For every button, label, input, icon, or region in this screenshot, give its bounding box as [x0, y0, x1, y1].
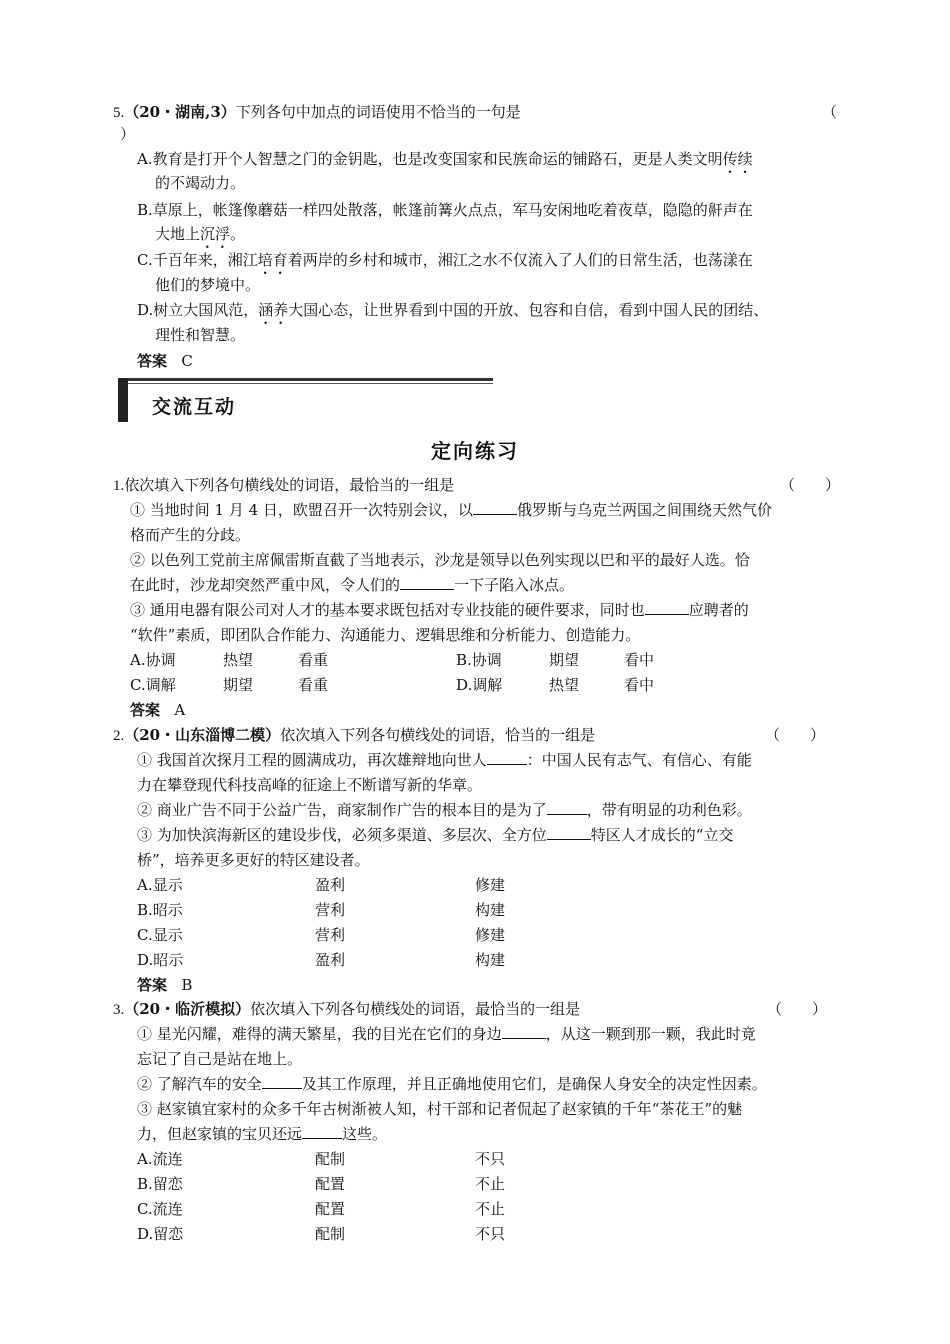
- q3-s3-text-b: 这些。: [342, 1125, 388, 1143]
- q5-option-d-text: D.树立大国风范，: [137, 301, 259, 319]
- q5-option-d-dotted-word: 涵养: [258, 301, 289, 319]
- q5-option-c-post: 着两岸的乡村和城市，湘江之水不仅流入了人们的日常生活，也荡漾在: [287, 251, 753, 269]
- q1-sentence-2: ② 以色列工党前主席佩雷斯直截了当地表示，沙龙是领导以色列实现以巴和平的最好人选。恰: [130, 551, 750, 569]
- q1-s1-line2: 格而产生的分歧。: [130, 526, 251, 544]
- q2-blank-3[interactable]: [547, 825, 591, 840]
- q2-option-d-1: 盈利: [315, 951, 346, 969]
- q3-option-c-2: 不止: [475, 1200, 506, 1218]
- q5-answer-label: 答案: [137, 352, 168, 370]
- q3-s1-text-b: ，从这一颗到那一颗，我此时竟: [545, 1025, 756, 1043]
- q1-option-d-1: 热望: [549, 676, 580, 694]
- q2-answer-label: 答案: [137, 976, 168, 994]
- q3-s3-line2: [137, 1123, 387, 1145]
- q1-sentence-1: [130, 499, 772, 521]
- q2-option-d-2: 构建: [475, 951, 506, 969]
- q3-sentence-1: [137, 1023, 756, 1045]
- q1-blank-3[interactable]: [645, 600, 689, 615]
- q5-option-d-line2: 理性和智慧。: [155, 326, 246, 344]
- q3-number: 3.: [113, 1002, 125, 1018]
- q2-option-b-1: 营利: [315, 901, 346, 919]
- q2-s3-text-b: 特区人才成长的“立交: [590, 826, 734, 844]
- q2-s1-line2: 力在攀登现代科技高峰的征途上不断谱写新的华章。: [137, 776, 483, 794]
- q5-option-a-dotted-word: 传续: [722, 150, 753, 168]
- q2-paren: （ ）: [765, 726, 826, 744]
- q1-s1-text-b: 俄罗斯与乌克兰两国之间围绕天然气价: [516, 501, 772, 519]
- q3-blank-1[interactable]: [502, 1024, 546, 1039]
- q2-sentence-1: [137, 749, 752, 771]
- q1-option-b-1: 期望: [549, 651, 580, 669]
- q2-answer: [137, 974, 192, 996]
- q1-answer: [130, 699, 185, 721]
- q3-option-a-1: 配制: [315, 1150, 346, 1168]
- q5-option-b-text: 大地上: [155, 225, 201, 243]
- q3-header: [113, 998, 580, 1021]
- section-banner: [118, 378, 493, 422]
- q5-paren-open: （: [822, 103, 838, 121]
- q2-option-a-2: 修建: [475, 876, 506, 894]
- q3-option-d-2: 不只: [475, 1225, 506, 1243]
- q5-option-b-post: 。: [230, 225, 246, 243]
- q2-option-c-2: 修建: [475, 926, 506, 944]
- q2-source: （20・山东淄博二模）: [124, 726, 281, 744]
- q1-option-b-2: 看中: [624, 651, 655, 669]
- q1-s2-line2: [130, 574, 574, 596]
- section-title: 定向练习: [431, 439, 519, 463]
- q3-paren: （ ）: [767, 1000, 828, 1018]
- q5-option-c-line2: 他们的梦境中。: [155, 276, 261, 294]
- q5-option-a-text: A.教育是打开个人智慧之门的金钥匙，也是改变国家和民族命运的铺路石，更是人类文明: [137, 150, 723, 168]
- q1-number: 1.: [113, 478, 125, 494]
- q1-s2-text-b: 一下子陷入冰点。: [454, 576, 575, 594]
- q1-s3-line2: “软件”素质，即团队合作能力、沟通能力、逻辑思维和分析能力、创造能力。: [130, 626, 641, 644]
- q5-option-b-line1: B.草原上，帐篷像蘑菇一样四处散落，帐篷前篝火点点，军马安闲地吃着夜草，隐隐的鼾声在: [137, 201, 753, 219]
- q5-option-b-dotted-word: 沉浮: [200, 225, 231, 243]
- q3-option-d-0: D.留恋: [137, 1225, 184, 1243]
- q3-blank-2[interactable]: [262, 1074, 302, 1089]
- q1-blank-1[interactable]: [473, 500, 517, 515]
- q1-paren: （ ）: [780, 476, 841, 494]
- q3-s1-text: ① 星光闪耀，难得的满天繁星，我的目光在它们的身边: [137, 1025, 502, 1043]
- q5-option-b-line2: [155, 223, 245, 252]
- q3-s2-text-b: 及其工作原理，并且正确地使用它们，是确保人身安全的决定性因素。: [301, 1075, 767, 1093]
- q2-option-a-1: 盈利: [315, 876, 346, 894]
- q2-option-b-2: 构建: [475, 901, 506, 919]
- q2-blank-2[interactable]: [547, 800, 587, 815]
- banner-side-bar: [118, 378, 128, 422]
- q3-sentence-3: ③ 赵家镇宜家村的众多千年古树渐被人知，村干部和记者侃起了赵家镇的千年“茶花王”的魅: [137, 1100, 743, 1118]
- q2-answer-value: B: [181, 976, 193, 994]
- q1-s3-text-b: 应聘者的: [688, 601, 749, 619]
- q3-option-b-0: B.留恋: [137, 1175, 183, 1193]
- q2-stem: 依次填入下列各句横线处的词语，恰当的一组是: [280, 726, 596, 744]
- q2-option-d-0: D.昭示: [137, 951, 184, 969]
- q1-s2-text: 在此时，沙龙却突然严重中风，令人们的: [130, 576, 401, 594]
- q1-option-a-2: 看重: [298, 651, 329, 669]
- q5-answer: [137, 350, 193, 372]
- q1-option-d-0: D.调解: [456, 676, 503, 694]
- q5-stem: 下列各句中加点的词语使用不恰当的一句是: [235, 103, 521, 121]
- q1-header: [113, 474, 454, 497]
- q3-stem: 依次填入下列各句横线处的词语，最恰当的一组是: [250, 1000, 581, 1018]
- banner-rule-thin: [118, 383, 493, 384]
- q3-option-d-1: 配制: [315, 1225, 346, 1243]
- q3-blank-3[interactable]: [302, 1124, 342, 1139]
- q5-header: [113, 101, 521, 124]
- q5-option-c-dotted-word: 培育: [257, 251, 288, 269]
- q2-s2-text-b: ，带有明显的功利色彩。: [586, 801, 752, 819]
- q2-header: [113, 724, 595, 747]
- q2-s1-text-b: ：中国人民有志气、有信心、有能: [526, 751, 752, 769]
- q3-option-b-2: 不止: [475, 1175, 506, 1193]
- q1-sentence-3: [130, 599, 749, 621]
- q3-option-c-0: C.流连: [137, 1200, 183, 1218]
- q1-blank-2[interactable]: [400, 575, 454, 590]
- q3-s1-line2: 忘记了自己是站在地上。: [137, 1050, 303, 1068]
- q3-option-a-0: A.流连: [137, 1150, 183, 1168]
- q2-s3-text: ③ 为加快滨海新区的建设步伐，必须多渠道、多层次、全方位: [137, 826, 547, 844]
- q2-option-c-1: 营利: [315, 926, 346, 944]
- q5-source: （20・湖南,3）: [124, 103, 236, 121]
- q5-option-d-post: 大国心态，让世界看到中国的开放、包容和自信，看到中国人民的团结、: [288, 301, 769, 319]
- q5-number: 5.: [113, 105, 125, 121]
- q3-option-c-1: 配置: [315, 1200, 346, 1218]
- q1-answer-value: A: [174, 701, 186, 719]
- q2-sentence-2: [137, 799, 752, 821]
- q1-stem: 依次填入下列各句横线处的词语，最恰当的一组是: [124, 476, 455, 494]
- q1-option-d-2: 看中: [624, 676, 655, 694]
- q1-option-a-1: 热望: [223, 651, 254, 669]
- q2-option-c-0: C.显示: [137, 926, 183, 944]
- q2-option-a-0: A.显示: [137, 876, 183, 894]
- q3-option-a-2: 不只: [475, 1150, 506, 1168]
- q5-paren-close: ）: [120, 125, 136, 143]
- q5-answer-value: C: [181, 352, 193, 370]
- q3-source: （20・临沂模拟）: [124, 1000, 251, 1018]
- q3-s3-text: 力，但赵家镇的宝贝还远: [137, 1125, 303, 1143]
- q5-option-c-text: C.千百年来，湘江: [137, 251, 258, 269]
- q1-option-c-2: 看重: [298, 676, 329, 694]
- q1-option-b-0: B.协调: [456, 651, 502, 669]
- q3-sentence-2: [137, 1073, 767, 1095]
- q2-option-b-0: B.昭示: [137, 901, 183, 919]
- q5-option-a-line2: 的不竭动力。: [155, 174, 246, 192]
- q2-s3-line2: 桥”，培养更多更好的特区建设者。: [137, 851, 370, 869]
- q2-s1-text: ① 我国首次探月工程的圆满成功，再次雄辩地向世人: [137, 751, 487, 769]
- q1-option-c-1: 期望: [223, 676, 254, 694]
- q1-option-c-0: C.调解: [130, 676, 176, 694]
- q1-answer-label: 答案: [130, 701, 161, 719]
- q3-option-b-1: 配置: [315, 1175, 346, 1193]
- q1-s3-text: ③ 通用电器有限公司对人才的基本要求既包括对专业技能的硬件要求，同时也: [130, 601, 645, 619]
- q3-s2-text: ② 了解汽车的安全: [137, 1075, 262, 1093]
- q2-number: 2.: [113, 728, 125, 744]
- banner-title: 交流互动: [152, 396, 237, 418]
- banner-rule: [118, 378, 493, 381]
- q1-s1-text: ① 当地时间 1 月 4 日，欧盟召开一次特别会议，以: [130, 501, 473, 519]
- q2-sentence-3: [137, 824, 733, 846]
- q1-option-a-0: A.协调: [130, 651, 176, 669]
- q2-blank-1[interactable]: [487, 750, 527, 765]
- q2-s2-text: ② 商业广告不同于公益广告，商家制作广告的根本目的是为了: [137, 801, 547, 819]
